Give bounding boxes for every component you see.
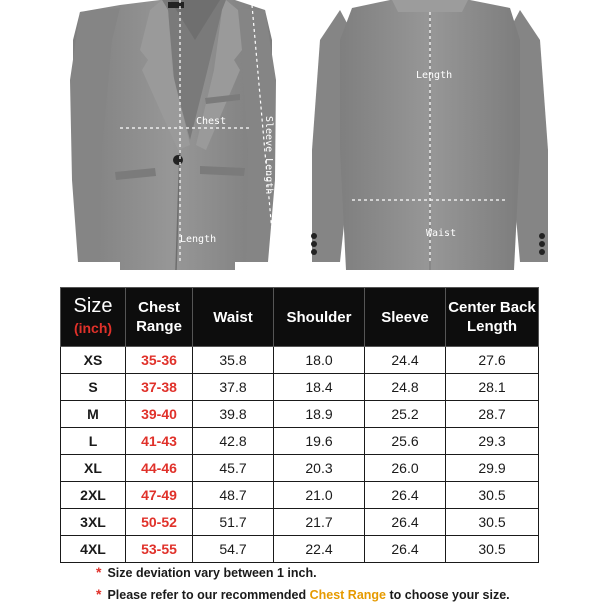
- back-blazer: [311, 0, 548, 270]
- header-sleeve: Sleeve: [365, 288, 446, 347]
- cell-length: 29.9: [446, 455, 539, 482]
- cell-shoulder: 22.4: [274, 536, 365, 563]
- chest-label: Chest: [196, 116, 227, 127]
- cell-sleeve: 24.4: [365, 347, 446, 374]
- cell-shoulder: 20.3: [274, 455, 365, 482]
- cell-length: 30.5: [446, 482, 539, 509]
- cell-size: 4XL: [61, 536, 126, 563]
- waist-label: Waist: [426, 228, 457, 239]
- table-header-row: [61, 288, 539, 347]
- cell-length: 28.7: [446, 401, 539, 428]
- cell-waist: 37.8: [193, 374, 274, 401]
- note-recommendation: [96, 584, 510, 606]
- note-deviation: [96, 562, 510, 584]
- cell-shoulder: 18.4: [274, 374, 365, 401]
- cell-waist: 51.7: [193, 509, 274, 536]
- cell-chest-range: 47-49: [126, 482, 193, 509]
- note-deviation-text: Size deviation vary between 1 inch.: [107, 566, 317, 580]
- header-shoulder: Shoulder: [274, 288, 365, 347]
- header-size-unit: (inch): [73, 320, 113, 336]
- asterisk-icon: *: [96, 586, 102, 602]
- table-row: [61, 455, 539, 482]
- cell-sleeve: 25.2: [365, 401, 446, 428]
- front-length-label: Length: [180, 234, 217, 245]
- front-blazer: [70, 0, 276, 270]
- header-center-back-length: Center Back Length: [446, 288, 539, 347]
- cell-size: 3XL: [61, 509, 126, 536]
- cell-waist: 48.7: [193, 482, 274, 509]
- header-size-label: Size: [73, 295, 113, 317]
- cell-waist: 45.7: [193, 455, 274, 482]
- cell-shoulder: 18.0: [274, 347, 365, 374]
- table-row: [61, 347, 539, 374]
- note-recommendation-after: to choose your size.: [386, 588, 510, 602]
- sleeve-length-label: Sleeve Length: [263, 116, 274, 195]
- cell-size: XL: [61, 455, 126, 482]
- header-waist: Waist: [193, 288, 274, 347]
- table-row: [61, 482, 539, 509]
- cell-waist: 39.8: [193, 401, 274, 428]
- cell-size: S: [61, 374, 126, 401]
- cell-chest-range: 39-40: [126, 401, 193, 428]
- back-length-label: Length: [416, 70, 453, 81]
- table-row: [61, 374, 539, 401]
- cell-length: 29.3: [446, 428, 539, 455]
- table-row: [61, 401, 539, 428]
- cell-chest-range: 41-43: [126, 428, 193, 455]
- cell-length: 30.5: [446, 536, 539, 563]
- cell-waist: 42.8: [193, 428, 274, 455]
- cell-sleeve: 25.6: [365, 428, 446, 455]
- cell-chest-range: 53-55: [126, 536, 193, 563]
- cell-length: 27.6: [446, 347, 539, 374]
- asterisk-icon: *: [96, 564, 102, 580]
- size-notes: [96, 562, 510, 606]
- cell-shoulder: 21.7: [274, 509, 365, 536]
- table-row: [61, 428, 539, 455]
- cell-chest-range: 44-46: [126, 455, 193, 482]
- cell-chest-range: 37-38: [126, 374, 193, 401]
- size-chart-table: [60, 287, 539, 563]
- cell-sleeve: 26.4: [365, 509, 446, 536]
- blazer-photos: [0, 0, 600, 280]
- cell-sleeve: 26.4: [365, 482, 446, 509]
- cell-shoulder: 18.9: [274, 401, 365, 428]
- note-recommendation-before: Please refer to our recommended: [107, 588, 310, 602]
- cell-size: M: [61, 401, 126, 428]
- cell-length: 28.1: [446, 374, 539, 401]
- cell-sleeve: 24.8: [365, 374, 446, 401]
- cell-sleeve: 26.0: [365, 455, 446, 482]
- cell-chest-range: 35-36: [126, 347, 193, 374]
- cell-sleeve: 26.4: [365, 536, 446, 563]
- cell-shoulder: 21.0: [274, 482, 365, 509]
- cell-size: L: [61, 428, 126, 455]
- cell-shoulder: 19.6: [274, 428, 365, 455]
- table-row: [61, 536, 539, 563]
- note-recommendation-highlight: Chest Range: [309, 588, 387, 602]
- table-row: [61, 509, 539, 536]
- cell-waist: 54.7: [193, 536, 274, 563]
- cell-chest-range: 50-52: [126, 509, 193, 536]
- cell-size: 2XL: [61, 482, 126, 509]
- header-size: [61, 288, 126, 347]
- cell-waist: 35.8: [193, 347, 274, 374]
- cell-size: XS: [61, 347, 126, 374]
- cell-length: 30.5: [446, 509, 539, 536]
- header-chest-range: Chest Range: [126, 288, 193, 347]
